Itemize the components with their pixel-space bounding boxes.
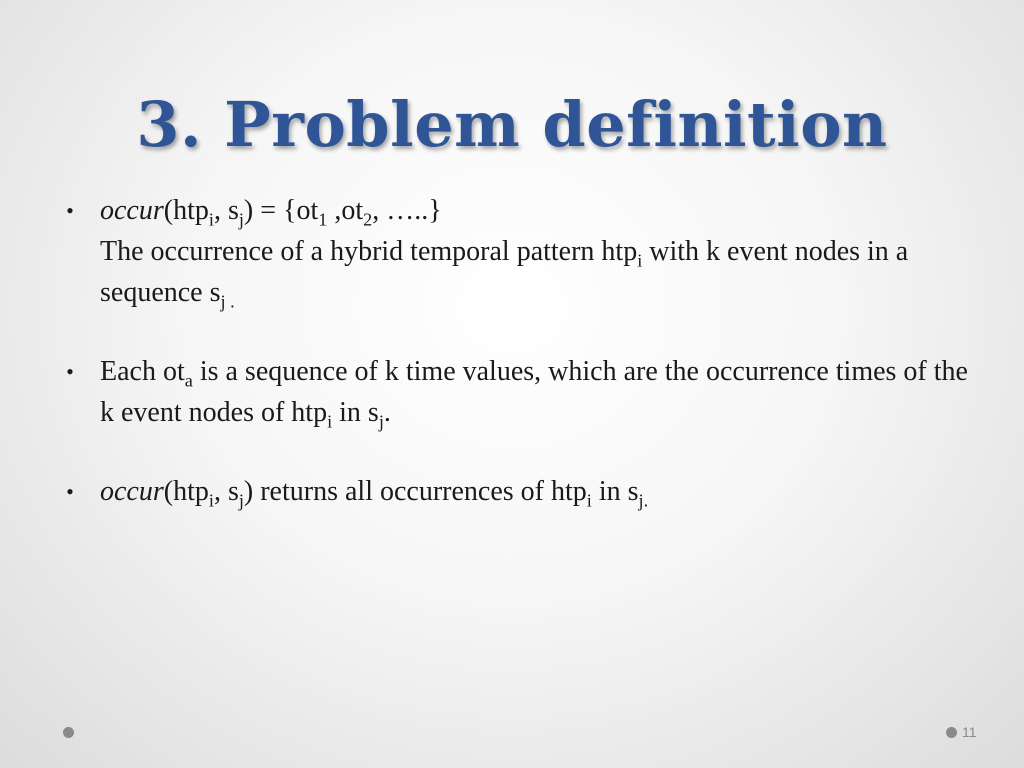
bullet-item-3 [60, 471, 980, 512]
text-segment: in s [332, 397, 379, 428]
bullet-1-line-1 [100, 190, 980, 231]
text-segment: , s [213, 476, 239, 507]
subscript: i [327, 411, 333, 432]
decorative-dot-left [63, 727, 74, 738]
text-segment: in s [591, 476, 639, 507]
text-segment: is a sequence of k time values, which are the occurrence times of the k event nodes of htp [100, 356, 968, 428]
func-name: occur [100, 195, 164, 226]
text-segment: . [383, 397, 391, 428]
subscript: i [208, 490, 214, 511]
bullet-item-2 [60, 351, 980, 433]
bullet-marker: • [66, 359, 74, 384]
func-name: occur [100, 476, 164, 507]
text-segment: , s [213, 195, 239, 226]
subscript: a [184, 370, 193, 391]
bullet-3-text [100, 471, 980, 512]
slide-title: 3. Problem definition [136, 88, 888, 161]
text-segment: ) returns all occurrences of htp [243, 476, 587, 507]
subscript: j [238, 209, 244, 230]
bullet-1-line-2 [100, 231, 980, 313]
subscript: j . [220, 291, 235, 312]
subscript: i [586, 490, 592, 511]
text-segment: (htp [163, 195, 209, 226]
bullet-marker: • [66, 198, 74, 223]
bullet-item-1 [60, 190, 980, 313]
text-segment: , …..} [372, 195, 442, 226]
subscript: j [238, 490, 244, 511]
subscript: 2 [363, 209, 373, 230]
text-segment: (htp [163, 476, 209, 507]
text-segment: with k event nodes in a sequence s [100, 236, 909, 308]
slide-number: 11 [962, 724, 977, 740]
subscript: i [208, 209, 214, 230]
subscript: j [378, 411, 384, 432]
text-segment: ) = {ot [243, 195, 319, 226]
text-segment: ,ot [327, 195, 364, 226]
bullet-marker: • [66, 479, 74, 504]
subscript: i [637, 250, 643, 271]
decorative-dot-right [946, 727, 957, 738]
subscript: 1 [318, 209, 328, 230]
bullet-list [60, 190, 980, 512]
subscript: j. [638, 490, 649, 511]
bullet-2-text [100, 351, 980, 433]
text-segment: Each ot [100, 356, 185, 387]
text-segment: The occurrence of a hybrid temporal pattern htp [100, 236, 638, 267]
